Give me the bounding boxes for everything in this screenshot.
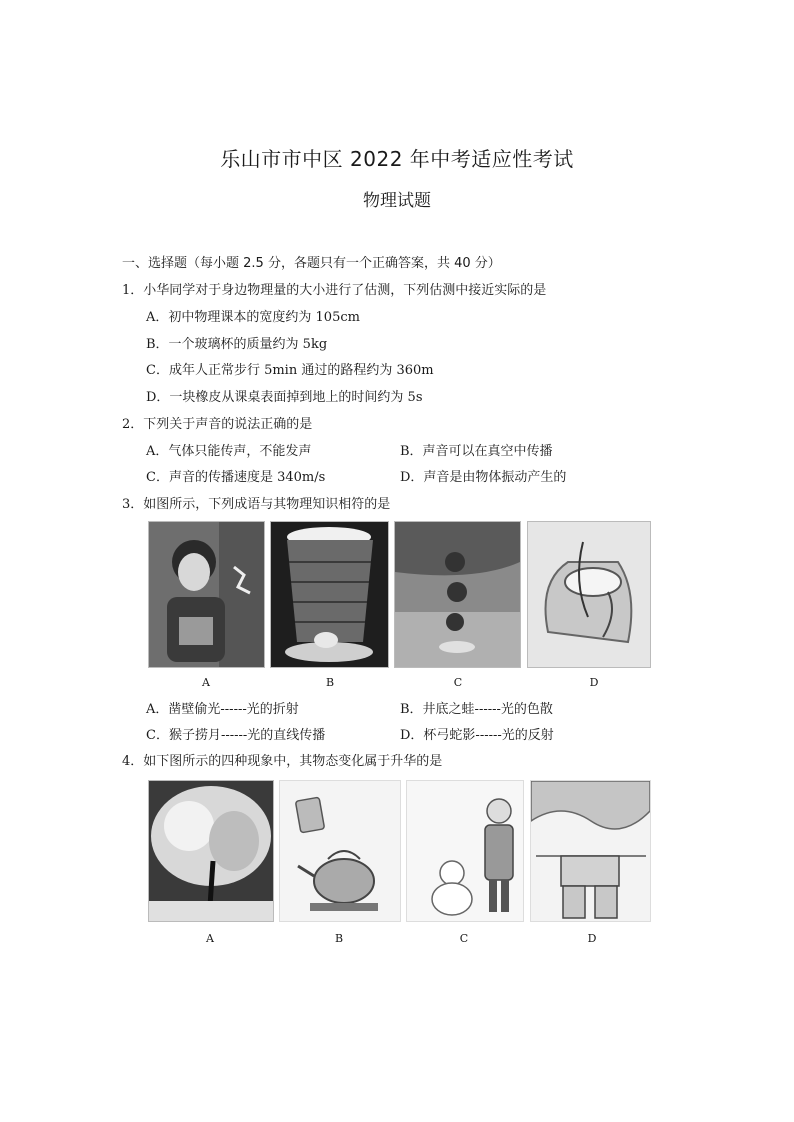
question-4-stem: 4．如下图所示的四种现象中，其物态变化属于升华的是	[122, 754, 443, 769]
question-3-option-d[interactable]: D．杯弓蛇影------光的反射	[400, 728, 554, 743]
clothes-drying-icon	[530, 780, 651, 922]
question-2-option-b[interactable]: B．声音可以在真空中传播	[400, 444, 553, 459]
question-1-option-a[interactable]: A．初中物理课本的宽度约为 105cm	[146, 310, 360, 325]
question-3-stem: 3．如图所示，下列成语与其物理知识相符的是	[122, 497, 391, 512]
figure-caption-a: A	[202, 676, 210, 689]
section-heading: 一、选择题（每小题 2.5 分，各题只有一个正确答案，共 40 分）	[122, 256, 501, 271]
bow-reflection-in-cup-icon	[527, 521, 651, 668]
figure-caption-d: D	[589, 676, 599, 689]
question-1-option-d[interactable]: D．一块橡皮从课桌表面掉到地上的时间约为 5s	[146, 390, 423, 405]
question-1-stem: 1．小华同学对于身边物理量的大小进行了估测，下列估测中接近实际的是	[122, 283, 547, 298]
figure-caption-a: A	[206, 932, 214, 945]
figure-caption-b: B	[334, 932, 344, 945]
page-title: 乐山市市中区 2022 年中考适应性考试	[220, 147, 574, 171]
figure-caption-b: B	[325, 676, 335, 689]
monkeys-reaching-moon-icon	[394, 521, 521, 668]
question-1-option-b[interactable]: B．一个玻璃杯的质量约为 5kg	[146, 337, 328, 352]
question-2-stem: 2．下列关于声音的说法正确的是	[122, 417, 313, 432]
frog-in-well-icon	[270, 521, 389, 668]
question-2-option-a[interactable]: A．气体只能传声，不能发声	[146, 444, 312, 459]
question-1-option-c[interactable]: C．成年人正常步行 5min 通过的路程约为 360m	[146, 363, 434, 378]
page-subtitle: 物理试题	[363, 191, 431, 211]
frosted-tree-icon	[148, 780, 274, 922]
figure-caption-c: C	[453, 676, 463, 689]
question-2-option-c[interactable]: C．声音的传播速度是 340m/s	[146, 470, 326, 485]
question-3-option-c[interactable]: C．猴子捞月------光的直线传播	[146, 728, 326, 743]
girl-reading-by-wall-icon	[148, 521, 265, 668]
snowman-child-icon	[406, 780, 524, 922]
figure-caption-d: D	[587, 932, 597, 945]
question-3-option-a[interactable]: A．凿壁偷光------光的折射	[146, 702, 299, 717]
figure-caption-c: C	[459, 932, 469, 945]
question-2-option-d[interactable]: D．声音是由物体振动产生的	[400, 470, 567, 485]
boiling-kettle-icon	[279, 780, 401, 922]
question-3-option-b[interactable]: B．井底之蛙------光的色散	[400, 702, 553, 717]
